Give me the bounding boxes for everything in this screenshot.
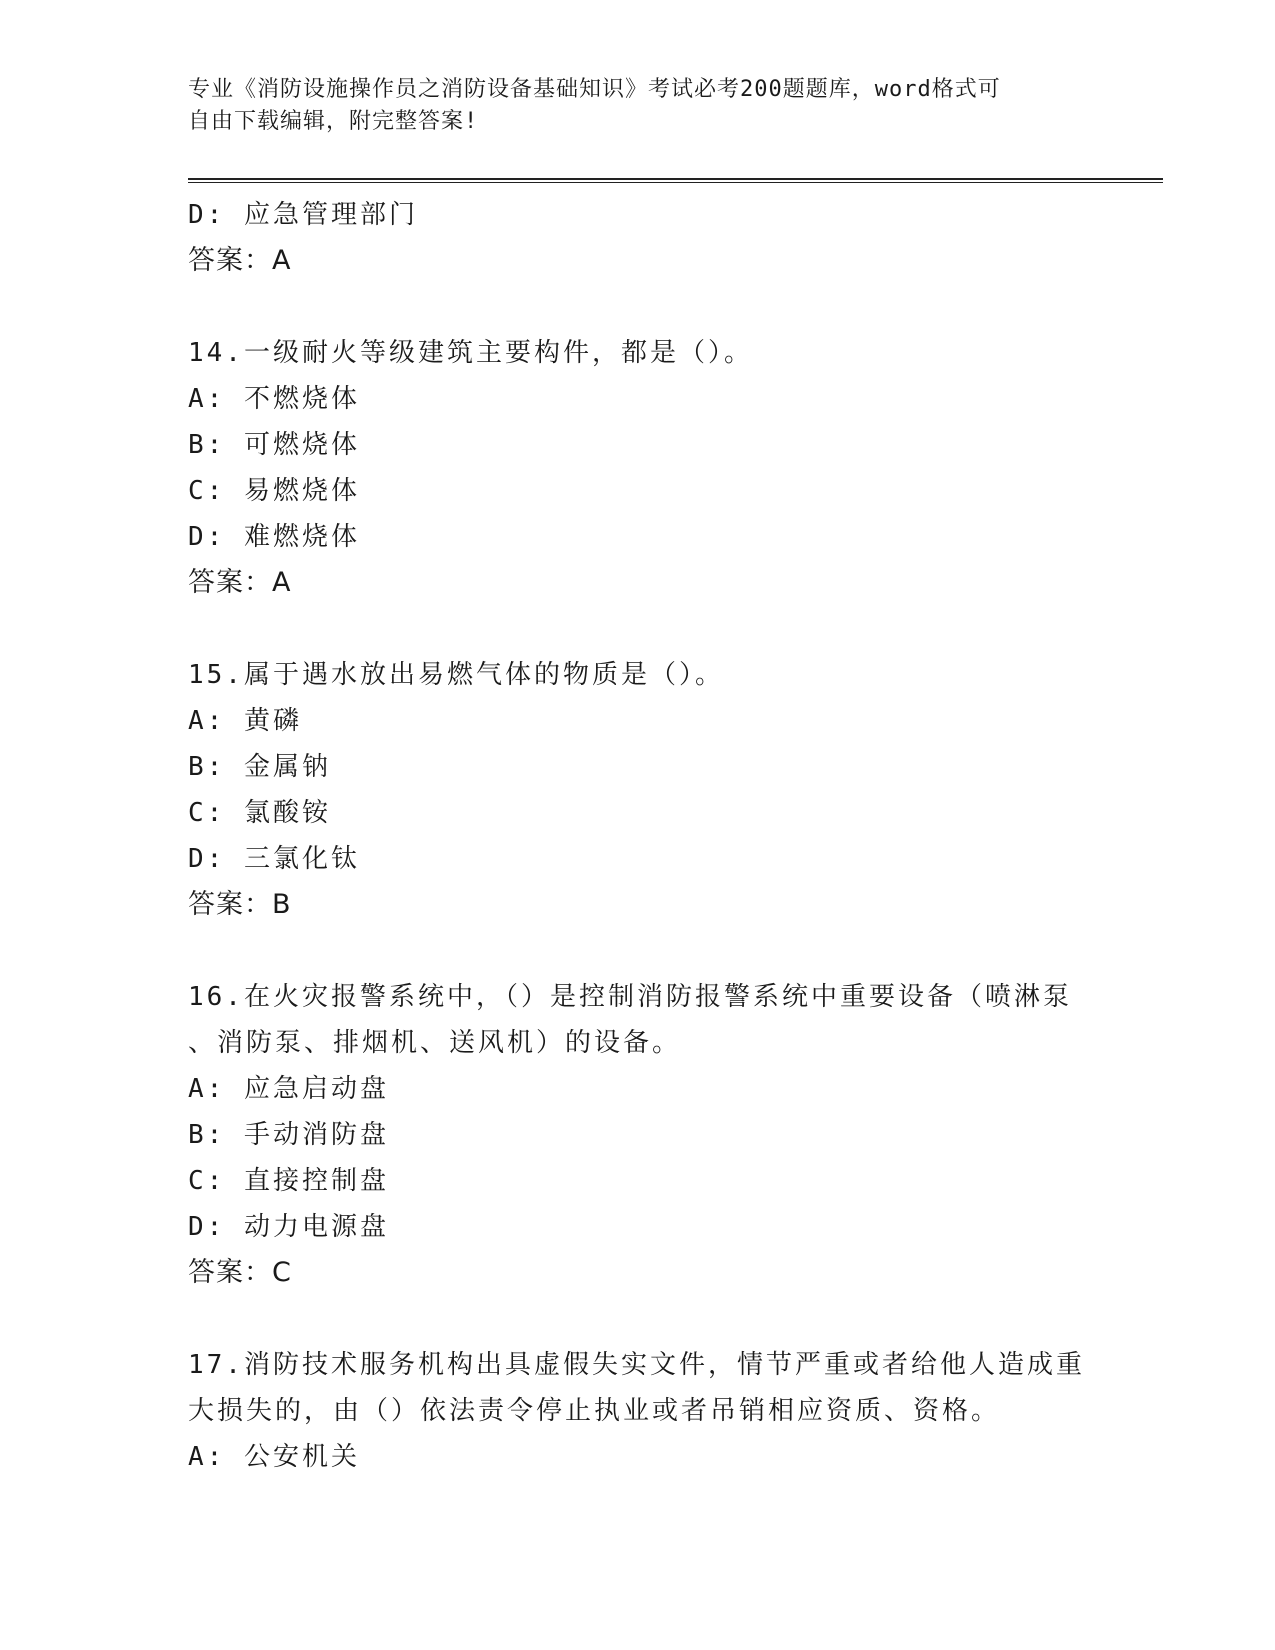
spacer [188, 606, 1088, 652]
spacer [188, 284, 1088, 330]
q16-answer: 答案：C [188, 1257, 292, 1288]
q17-title-line-1: 17.消防技术服务机构出具虚假失实文件，情节严重或者给他人造成重 [188, 1350, 1085, 1380]
q15-option-a: A: 黄磷 [188, 706, 302, 736]
q16-option-b: B: 手动消防盘 [188, 1120, 389, 1150]
q14-option-a: A: 不燃烧体 [188, 384, 360, 414]
q13-answer: 答案：A [188, 245, 292, 276]
q14-option-d: D: 难燃烧体 [188, 522, 360, 552]
q16-title-line-1: 16.在火灾报警系统中，（）是控制消防报警系统中重要设备（喷淋泵 [188, 982, 1072, 1012]
q16-option-c: C: 直接控制盘 [188, 1166, 389, 1196]
q13-option-d: D: 应急管理部门 [188, 200, 418, 230]
q17-title-line-2: 大损失的，由（）依法责令停止执业或者吊销相应资质、资格。 [188, 1396, 1001, 1426]
q17-option-a: A: 公安机关 [188, 1442, 360, 1472]
spacer [188, 928, 1088, 974]
q15-option-b: B: 金属钠 [188, 752, 331, 782]
header-line-2: 自由下载编辑，附完整答案! [188, 109, 479, 134]
q14-option-c: C: 易燃烧体 [188, 476, 360, 506]
q14-title: 14.一级耐火等级建筑主要构件，都是（）。 [188, 338, 753, 368]
header-divider [188, 178, 1163, 183]
q16-title-line-2: 、消防泵、排烟机、送风机）的设备。 [188, 1028, 682, 1058]
q15-title: 15.属于遇水放出易燃气体的物质是（）。 [188, 660, 724, 690]
question-content [188, 192, 1088, 1480]
spacer [188, 1296, 1088, 1342]
q16-option-a: A: 应急启动盘 [188, 1074, 389, 1104]
q15-option-c: C: 氯酸铵 [188, 798, 331, 828]
q15-answer: 答案：B [188, 889, 292, 920]
q16-option-d: D: 动力电源盘 [188, 1212, 389, 1242]
q14-answer: 答案：A [188, 567, 292, 598]
q14-option-b: B: 可燃烧体 [188, 430, 360, 460]
q15-option-d: D: 三氯化钛 [188, 844, 360, 874]
document-header [188, 74, 1068, 138]
header-line-1: 专业《消防设施操作员之消防设备基础知识》考试必考200题题库，word格式可 [188, 77, 1001, 102]
